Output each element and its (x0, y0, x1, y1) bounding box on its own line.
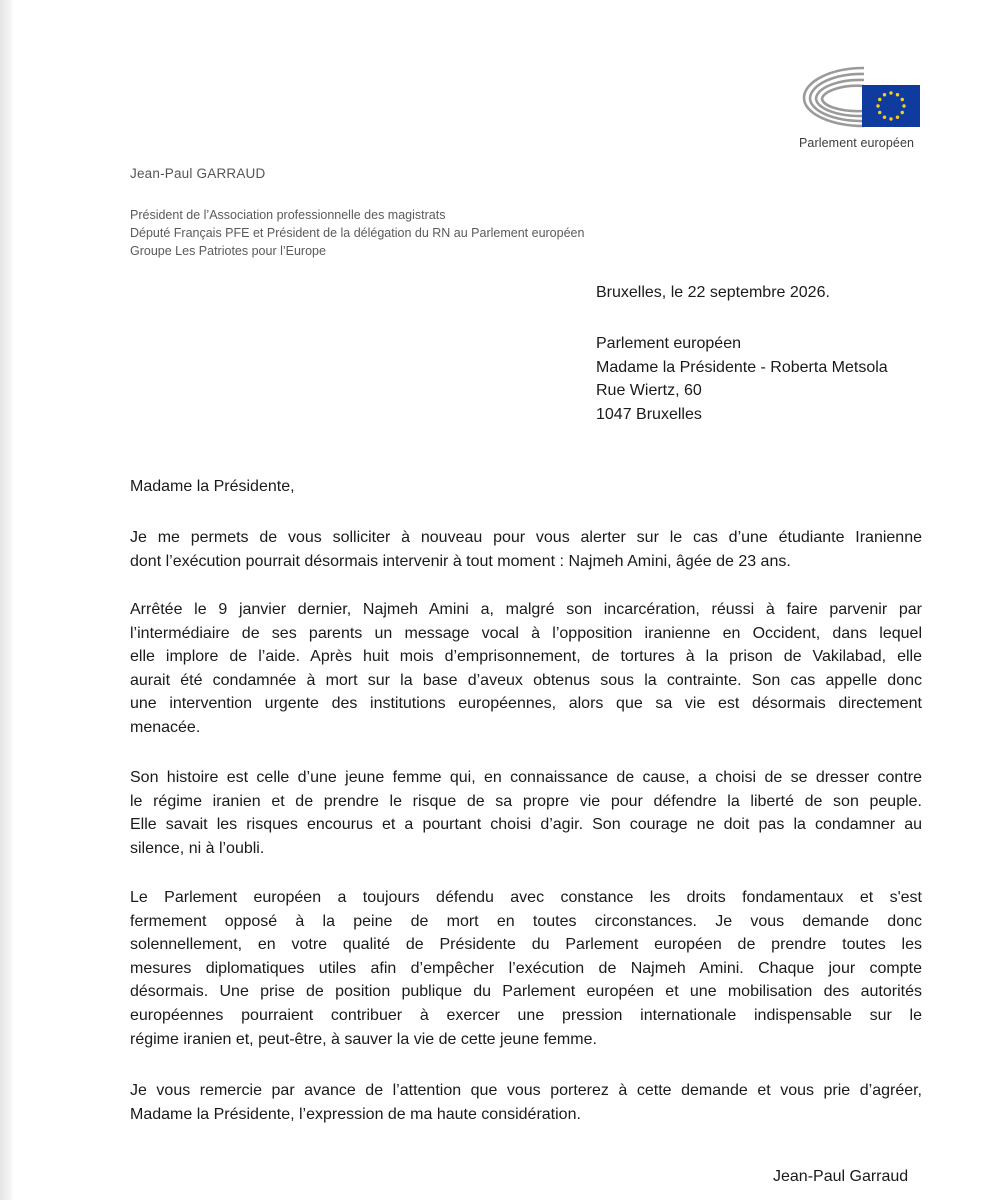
hemicycle-flag-icon (796, 60, 926, 136)
body-paragraph (130, 766, 922, 860)
sender-roles (130, 206, 584, 260)
eu-star-icon (901, 98, 904, 101)
sender-role: Groupe Les Patriotes pour l’Europe (130, 244, 326, 258)
eu-star-icon (902, 104, 905, 107)
eu-star-icon (901, 111, 904, 114)
paragraph-line: Elle savait les risques encourus et a pourtant choisi d’agir. Son courage ne doit pas la condamner au (130, 816, 922, 834)
salutation: Madame la Présidente, (130, 478, 295, 495)
paragraph-line: européennes pourraient contribuer à exercer une pression internationale indispensable sur le (130, 1006, 922, 1024)
eu-star-icon (889, 91, 892, 94)
paragraph-line: Le Parlement européen a toujours défendu avec constance les droits fondamentaux et s'est (130, 889, 922, 906)
body-paragraph (130, 526, 922, 573)
paragraph-line: le régime iranien et de prendre le risque de sa propre vie pour défendre la liberté de son peuple. (130, 792, 922, 810)
paragraph-line: solennellement, en votre qualité de Présidente du Parlement européen de prendre toutes les (130, 936, 922, 954)
paragraph-line: fermement opposé à la peine de mort en toutes circonstances. Je vous demande donc (130, 912, 922, 930)
paragraph-line: dont l’exécution pourrait désormais intervenir à tout moment : Najmeh Amini, âgée de 23 ans. (130, 552, 791, 570)
sender-name: Jean-Paul GARRAUD (130, 166, 266, 181)
paragraph-line: désormais. Une prise de position publique du Parlement européen et une mobilisation des autorités (130, 983, 922, 1001)
address-line: 1047 Bruxelles (596, 405, 702, 423)
european-parliament-logo (796, 60, 926, 156)
paragraph-line: aurait été condamnée à mort sur la base d’aveux obtenus sous la contrainte. Son cas appelle donc (130, 671, 922, 689)
paragraph-line: régime iranien et, peut-être, à sauver la vie de cette jeune femme. (130, 1030, 597, 1048)
paragraph-line: silence, ni à l’oubli. (130, 839, 265, 857)
eu-star-icon (883, 116, 886, 119)
paragraph-line: Son histoire est celle d’une jeune femme qui, en connaissance de cause, a choisi de se dresser contre (130, 769, 922, 786)
body-paragraph (130, 886, 922, 1051)
eu-star-icon (896, 93, 899, 96)
paragraph-line: Je vous remercie par avance de l’attention que vous porterez à cette demande et vous prie d’agréer, (130, 1082, 922, 1099)
eu-star-icon (883, 93, 886, 96)
paragraph-line: elle implore de l’aide. Après huit mois d’emprisonnement, de tortures à la prison de Vakilabad, elle (130, 648, 922, 666)
address-line: Madame la Présidente - Roberta Metsola (596, 358, 888, 376)
sender-role: Député Français PFE et Président de la délégation du RN au Parlement européen (130, 226, 585, 240)
sender-role: Président de l’Association professionnelle des magistrats (130, 208, 446, 222)
page-edge-shadow (0, 0, 14, 1200)
address-line: Parlement européen (596, 335, 741, 352)
paragraph-line: mesures diplomatiques utiles afin d’empêcher l’exécution de Najmeh Amini. Chaque jour compte (130, 959, 922, 977)
recipient-address (596, 332, 888, 426)
body-paragraph (130, 598, 922, 740)
eu-star-icon (876, 104, 879, 107)
address-line: Rue Wiertz, 60 (596, 382, 702, 399)
paragraph-line: menacée. (130, 718, 201, 736)
letter-date: Bruxelles, le 22 septembre 2026. (596, 284, 830, 301)
logo-caption: Parlement européen (799, 136, 915, 150)
eu-star-icon (889, 117, 892, 120)
eu-star-icon (878, 98, 881, 101)
paragraph-line: Arrêtée le 9 janvier dernier, Najmeh Amini a, malgré son incarcération, réussi à faire parvenir par (130, 601, 922, 618)
eu-star-icon (896, 116, 899, 119)
eu-star-icon (878, 111, 881, 114)
signature: Jean-Paul Garraud (773, 1168, 909, 1185)
paragraph-line: l’intermédiaire de ses parents un message vocal à l’opposition iranienne en Occident, dans lequel (130, 624, 922, 642)
paragraph-line: une intervention urgente des institutions européennes, alors que sa vie est désormais directement (130, 695, 922, 713)
paragraph-line: Je me permets de vous solliciter à nouveau pour vous alerter sur le cas d’une étudiante Iranienne (130, 529, 922, 546)
body-paragraph (130, 1079, 922, 1126)
paragraph-line: Madame la Présidente, l’expression de ma haute considération. (130, 1105, 581, 1123)
